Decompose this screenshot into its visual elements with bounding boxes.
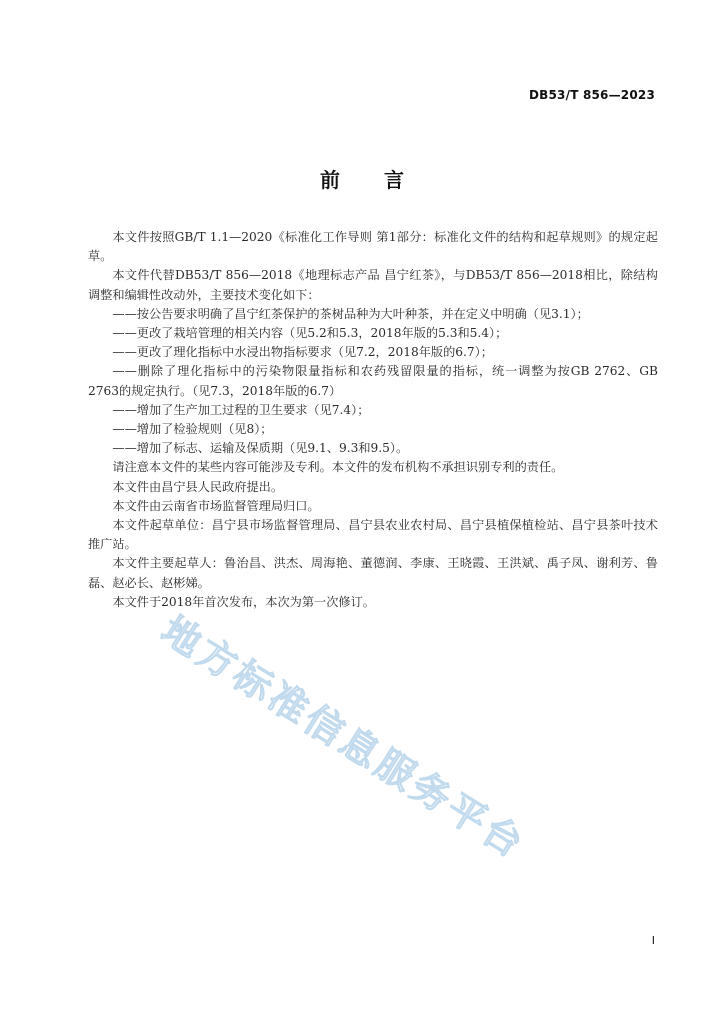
paragraph-history: 本文件于2018年首次发布，本次为第一次修订。 [112, 594, 375, 609]
paragraph-replacement: 本文件代替DB53/T 856—2018《地理标志产品 昌宁红茶》，与DB53/T 856—2018相比，除结构调整和编辑性改动外，主要技术变化如下： [88, 268, 658, 302]
paragraph-drafters: 本文件主要起草人：鲁治昌、洪杰、周海艳、董德润、李康、王晓霞、王洪斌、禹子凤、谢利芳、鲁磊、赵必长、赵彬娣。 [88, 556, 658, 590]
title-char-1: 前 [320, 168, 340, 192]
page-title [0, 164, 724, 193]
document-code: DB53/T 856—2023 [529, 88, 655, 102]
change-item: ——删除了理化指标中的污染物限量指标和农药残留限量的指标，统一调整为按GB 2762、GB 2763的规定执行。（见7.3，2018年版的6.7） [88, 364, 658, 398]
change-item: ——增加了检验规则（见8）； [112, 422, 273, 437]
title-char-2: 言 [384, 168, 404, 192]
foreword-body [88, 228, 658, 612]
change-item: ——更改了理化指标中水浸出物指标要求（见7.2，2018年版的6.7）； [112, 345, 493, 360]
watermark: 地方标准信息服务平台 [153, 607, 534, 868]
page-number: I [651, 934, 655, 947]
paragraph-administrator: 本文件由云南省市场监督管理局归口。 [112, 498, 320, 513]
paragraph-drafting-units: 本文件起草单位：昌宁县市场监督管理局、昌宁县农业农村局、昌宁县植保植检站、昌宁县茶叶技术推广站。 [88, 518, 658, 552]
change-item: ——增加了生产加工过程的卫生要求（见7.4）； [112, 402, 370, 417]
paragraph-drafting-basis: 本文件按照GB/T 1.1—2020《标准化工作导则 第1部分：标准化文件的结构和起草规则》的规定起草。 [88, 230, 658, 264]
paragraph-patent-notice: 请注意本文件的某些内容可能涉及专利。本文件的发布机构不承担识别专利的责任。 [112, 460, 564, 475]
change-item: ——增加了标志、运输及保质期（见9.1、9.3和9.5）。 [112, 441, 409, 456]
paragraph-proposer: 本文件由昌宁县人民政府提出。 [112, 479, 284, 494]
change-item: ——更改了栽培管理的相关内容（见5.2和5.3，2018年版的5.3和5.4）； [112, 326, 508, 341]
change-item: ——按公告要求明确了昌宁红茶保护的茶树品种为大叶种茶，并在定义中明确（见3.1）； [112, 306, 589, 321]
